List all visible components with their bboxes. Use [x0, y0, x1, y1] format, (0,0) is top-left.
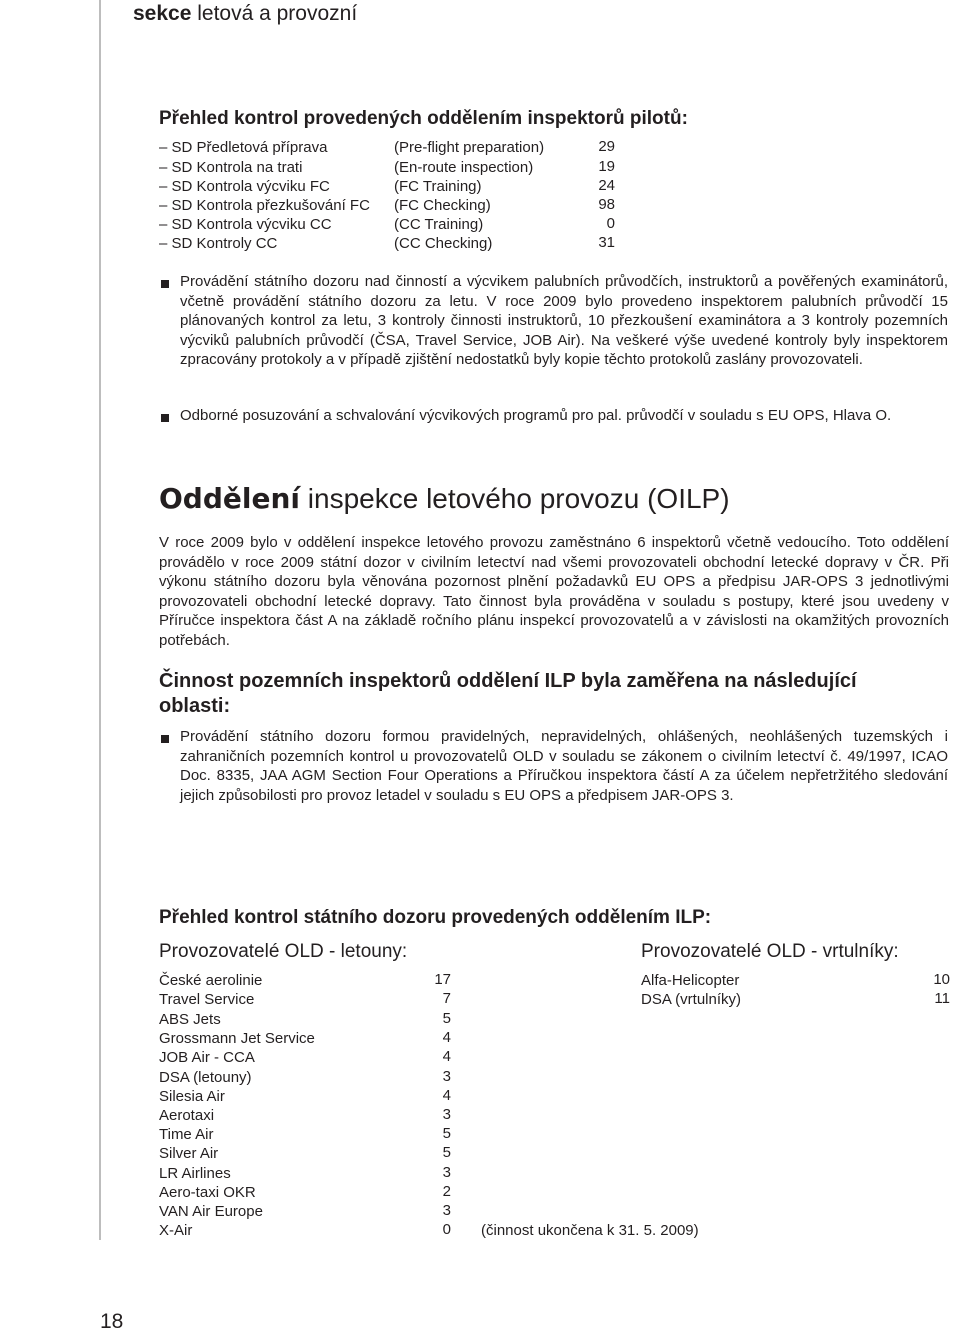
list-item-count: 0 [606, 215, 615, 232]
list-item-en: (CC Checking) [394, 235, 493, 252]
operator-count: 5 [442, 1144, 451, 1161]
list-item: – SD Kontroly CC [159, 235, 278, 252]
list-item: – SD Kontrola na trati [159, 159, 303, 176]
ilp-section-title: Oddělení inspekce letového provozu (OILP) [159, 482, 730, 515]
ilp-intro-paragraph: V roce 2009 bylo v oddělení inspekce letového provozu zaměstnáno 6 inspektorů včetně vedoucího. Toto oddělení provádělo v roce 2009 státní dozor v civilním letectví nad všemi provozovateli obchodní letecké dopravy v ČR. Při výkonu státního dozoru byla věnována pozornost plnění požadavků EU OPS a předpisu JAR-OPS 3 jednotlivými provozovateli obchodní letecké dopravy. Tato činnost byla prováděna v souladu s postupy, které jsou uvedeny v Příručce inspektora část A na základě ročního plánu inspekcí provozovatelů a v závislosti na okamžitých provozních potřebách. [159, 534, 949, 649]
operator-count: 3 [442, 1202, 451, 1219]
operator-name: DSA (vrtulníky) [641, 991, 742, 1008]
operator-count: 10 [933, 971, 950, 988]
operator-name: Travel Service [159, 991, 255, 1008]
operator-count: 11 [934, 990, 950, 1007]
list-item-count: 31 [598, 234, 615, 251]
cc-supervision-paragraph: Provádění státního dozoru nad činností a výcvikem palubních průvodčích, instruktorů a pověřených examinátorů, včetně provádění státního dozoru za letu. V roce 2009 bylo provedeno inspektorem palubních průvodčí 15 plánovaných kontrol za letu, 3 kontroly činnosti instruktorů, 10 přezkoušení examinátora a 3 kontroly pozemních výcviků palubních průvodčí (ČSA, Travel Service, JOB Air). Na veškeré výše uvedené kontroly byly inspektorem zpracovány protokoly a v případě zjištění nedostatků byly kopie těchto protokolů zaslány provozovateli. [180, 273, 948, 368]
operator-count: 3 [442, 1164, 451, 1181]
list-item-en: (En-route inspection) [394, 159, 534, 176]
operator-count: 2 [442, 1183, 451, 1200]
operator-name: ABS Jets [159, 1011, 221, 1028]
ground-inspectors-heading: Činnost pozemních inspektorů oddělení ILP byla zaměřena na následující [159, 670, 857, 692]
operator-name: JOB Air - CCA [159, 1049, 255, 1066]
list-item-count: 24 [598, 177, 615, 194]
operator-name: Aerotaxi [159, 1107, 215, 1124]
operator-count: 3 [442, 1106, 451, 1123]
bullet-square-icon [161, 414, 169, 422]
operator-name: České aerolinie [159, 972, 263, 989]
operator-count: 4 [442, 1029, 451, 1046]
airplanes-heading: Provozovatelé OLD - letouny: [159, 941, 408, 962]
list-item-en: (FC Checking) [394, 197, 491, 214]
operator-count: 5 [442, 1010, 451, 1027]
operator-name: LR Airlines [159, 1165, 231, 1182]
bullet-square-icon [161, 280, 169, 288]
list-item-en: (FC Training) [394, 178, 482, 195]
training-programs-paragraph: Odborné posuzování a schvalování výcvikových programů pro pal. průvodčí v souladu s EU OPS, Hlava O. [180, 407, 892, 424]
operator-name: Aero-taxi OKR [159, 1184, 256, 1201]
bullet-square-icon [161, 735, 169, 743]
pilot-inspections-title: Přehled kontrol provedených oddělením inspektorů pilotů: [159, 108, 688, 129]
list-item-count: 29 [598, 138, 615, 155]
list-item: – SD Kontrola výcviku FC [159, 178, 330, 195]
list-item-count: 19 [598, 158, 615, 175]
ground-inspectors-heading-cont: oblasti: [159, 695, 231, 717]
operator-count: 7 [442, 990, 451, 1007]
list-item: – SD Předletová příprava [159, 139, 328, 156]
operator-count: 5 [442, 1125, 451, 1142]
operator-name: DSA (letouny) [159, 1069, 252, 1086]
operator-name: VAN Air Europe [159, 1203, 263, 1220]
list-item: – SD Kontrola výcviku CC [159, 216, 332, 233]
operator-count: 3 [442, 1068, 451, 1085]
list-item: – SD Kontrola přezkušování FC [159, 197, 370, 214]
operator-name: Grossmann Jet Service [159, 1030, 315, 1047]
ground-supervision-paragraph: Provádění státního dozoru formou pravidelných, nepravidelných, ohlášených, neohlášených tuzemských i zahraničních pozemních kontrol u provozovatelů OLD v souladu se zákonem o civilním letectví č. 49/1997, ICAO Doc. 8335, JAA AGM Section Four Operations a Příručkou inspektora částí A za účelem nepřetržitého sledování jejich způsobilosti pro provoz letadel v souladu s EU OPS a předpisem JAR-OPS 3. [180, 728, 948, 804]
list-item-count: 98 [598, 196, 615, 213]
operator-count: 17 [434, 971, 451, 988]
operator-note: (činnost ukončena k 31. 5. 2009) [481, 1222, 699, 1239]
operator-name: Silesia Air [159, 1088, 225, 1105]
helicopters-heading: Provozovatelé OLD - vrtulníky: [641, 941, 899, 962]
operator-count: 0 [442, 1221, 451, 1238]
operator-name: Alfa-Helicopter [641, 972, 740, 989]
section-header: sekce letová a provozní [133, 2, 358, 25]
page-number: 18 [100, 1310, 124, 1333]
list-item-en: (Pre-flight preparation) [394, 139, 545, 156]
operator-count: 4 [442, 1048, 451, 1065]
margin-rule [99, 0, 101, 1240]
operator-name: X-Air [159, 1222, 193, 1239]
state-supervision-title: Přehled kontrol státního dozoru provedených oddělením ILP: [159, 907, 712, 928]
list-item-en: (CC Training) [394, 216, 484, 233]
operator-count: 4 [442, 1087, 451, 1104]
operator-name: Silver Air [159, 1145, 219, 1162]
operator-name: Time Air [159, 1126, 214, 1143]
